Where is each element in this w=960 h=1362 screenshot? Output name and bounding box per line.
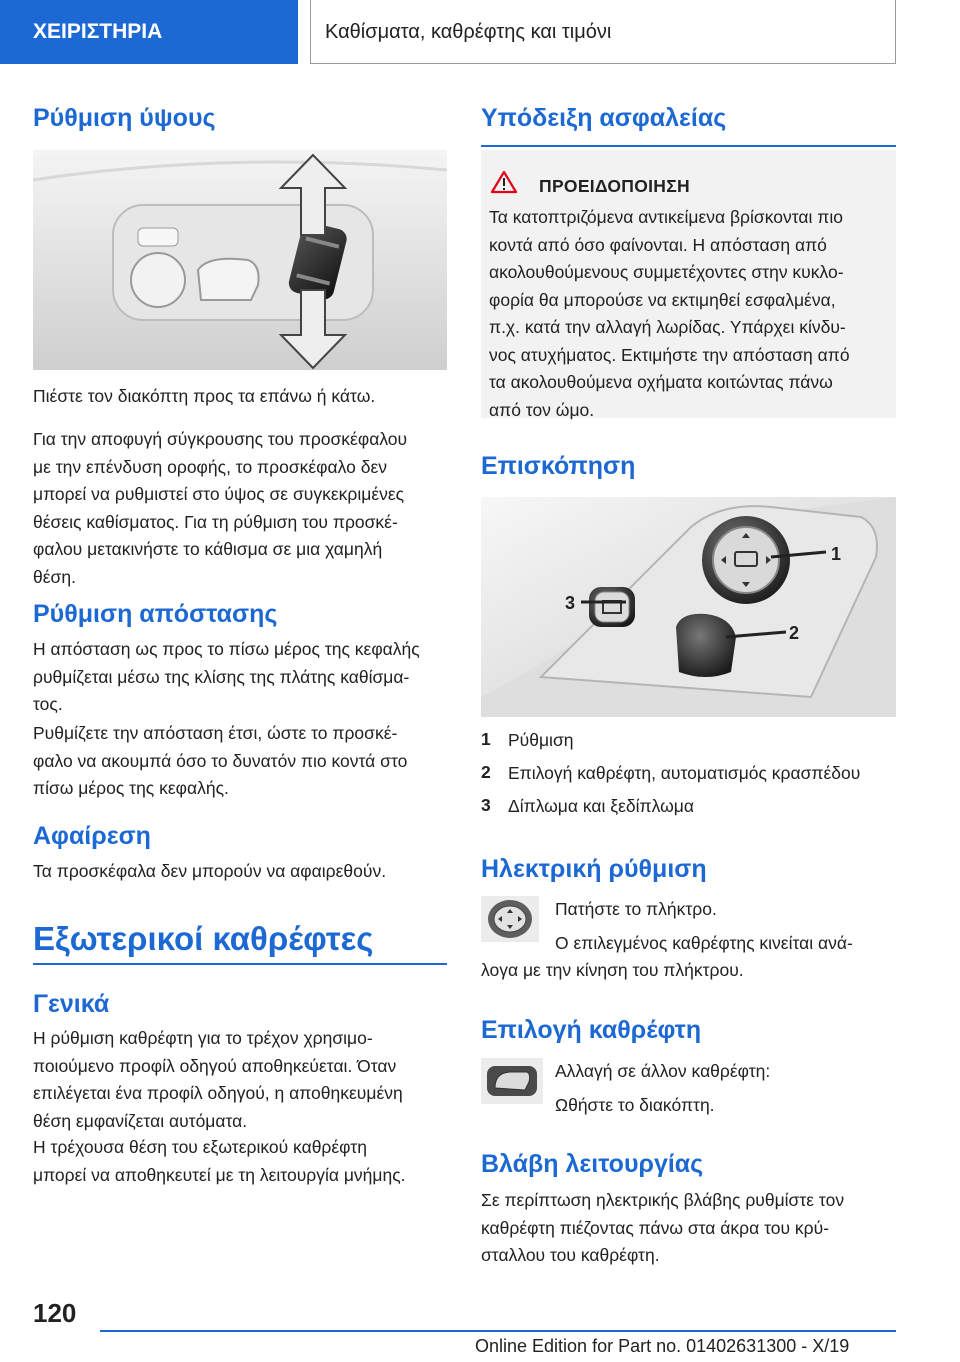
mirrors-title: Εξωτερικοί καθρέφτες	[33, 920, 374, 957]
warning-icon	[491, 170, 517, 194]
headrest-switch-image	[33, 150, 447, 370]
page-number: 120	[33, 1298, 77, 1328]
callout-2: 2	[789, 623, 800, 643]
height-title: Ρύθμιση ύψους	[33, 104, 216, 132]
callout-1: 1	[831, 544, 842, 564]
removal-title: Αφαίρεση	[33, 822, 151, 850]
distance-paragraph-1: Η απόσταση ως προς το πίσω μέρος της κεφαλής ρυθμίζεται μέσω της κλίσης της πλάτης καθίσμα- τος.	[33, 639, 420, 714]
electric-line-2: Ο επιλεγμένος καθρέφτης κινείται ανά-	[555, 933, 853, 953]
general-paragraph-2: Η τρέχουσα θέση του εξωτερικού καθρέφτη μπορεί να αποθηκευτεί με τη λειτουργία μνήμης.	[33, 1137, 406, 1185]
mirror-selector-icon	[481, 1058, 543, 1104]
footer-rule	[100, 1330, 896, 1332]
electric-title: Ηλεκτρική ρύθμιση	[481, 855, 707, 883]
overview-title: Επισκόπηση	[481, 452, 636, 480]
warning-text: Τα κατοπτριζόμενα αντικείμενα βρίσκονται πιο κοντά από όσο φαίνονται. Η απόσταση από ακολουθούμενους συμμετέχοντες στην κυκλο- φορία θα μπορούσε να εκτιμηθεί εσφαλμένα, π.χ. κατά την αλλαγή λωρίδας. Υπάρχει κίνδυ- νος ατυχήματος. Εκτιμήστε την απόσταση από τα ακολουθούμενα οχήματα κοιτώντας πάνω από τον ώμο.	[489, 207, 850, 420]
chapter-title: Καθίσματα, καθρέφτης και τιμόνι	[310, 0, 896, 64]
height-caption: Πιέστε τον διακόπτη προς τα επάνω ή κάτω.	[33, 386, 376, 406]
warning-box	[481, 150, 896, 418]
warning-title: ΠΡΟΕΙΔΟΠΟΙΗΣΗ	[539, 176, 690, 196]
footer-edition: Online Edition for Part no. 01402631300 - X/19	[475, 1336, 850, 1356]
safety-rule	[481, 145, 896, 147]
section-tab: ΧΕΙΡΙΣΤΗΡΙΑ	[0, 0, 298, 64]
electric-line-3: λογα με την κίνηση του πλήκτρου.	[481, 960, 744, 980]
mirror-controls-image	[481, 497, 896, 717]
select-line-1: Αλλαγή σε άλλον καθρέφτη:	[555, 1061, 771, 1081]
safety-title: Υπόδειξη ασφαλείας	[481, 104, 727, 132]
fault-paragraph: Σε περίπτωση ηλεκτρικής βλάβης ρυθμίστε τον καθρέφτη πιέζοντας πάνω στα άκρα του κρύ- σταλλου του καθρέφτη.	[481, 1190, 845, 1265]
distance-paragraph-2: Ρυθμίζετε την απόσταση έτσι, ώστε το προσκέ- φαλο να ακουμπά όσο το δυνατόν πιο κοντά στο πίσω μέρος της κεφαλής.	[33, 723, 408, 798]
distance-title: Ρύθμιση απόστασης	[33, 600, 278, 628]
removal-paragraph: Τα προσκέφαλα δεν μπορούν να αφαιρεθούν.	[33, 861, 387, 881]
select-line-2: Ωθήστε το διακόπτη.	[555, 1095, 715, 1115]
general-paragraph-1: Η ρύθμιση καθρέφτη για το τρέχον χρησιμο- ποιούμενο προφίλ οδηγού αποθηκεύεται. Όταν επιλέγεται ένα προφίλ οδηγού, η αποθηκευμένη θέση εμφανίζεται αυτόματα.	[33, 1028, 403, 1131]
general-title: Γενικά	[33, 990, 110, 1018]
fault-title: Βλάβη λειτουργίας	[481, 1150, 704, 1178]
mirrors-rule	[33, 963, 447, 965]
electric-line-1: Πατήστε το πλήκτρο.	[555, 899, 717, 919]
height-paragraph: Για την αποφυγή σύγκρουσης του προσκέφαλου με την επένδυση οροφής, το προσκέφαλο δεν μπορεί να ρυθμιστεί στο ύψος σε συγκεκριμένες θέσεις καθίσματος. Για τη ρύθμιση του προσκέ- φαλου μετακινήστε το κάθισμα σε μια χαμηλή θέση.	[33, 429, 408, 587]
select-title: Επιλογή καθρέφτη	[481, 1016, 702, 1044]
callout-3: 3	[565, 593, 576, 613]
mirror-joystick-icon	[481, 896, 539, 942]
